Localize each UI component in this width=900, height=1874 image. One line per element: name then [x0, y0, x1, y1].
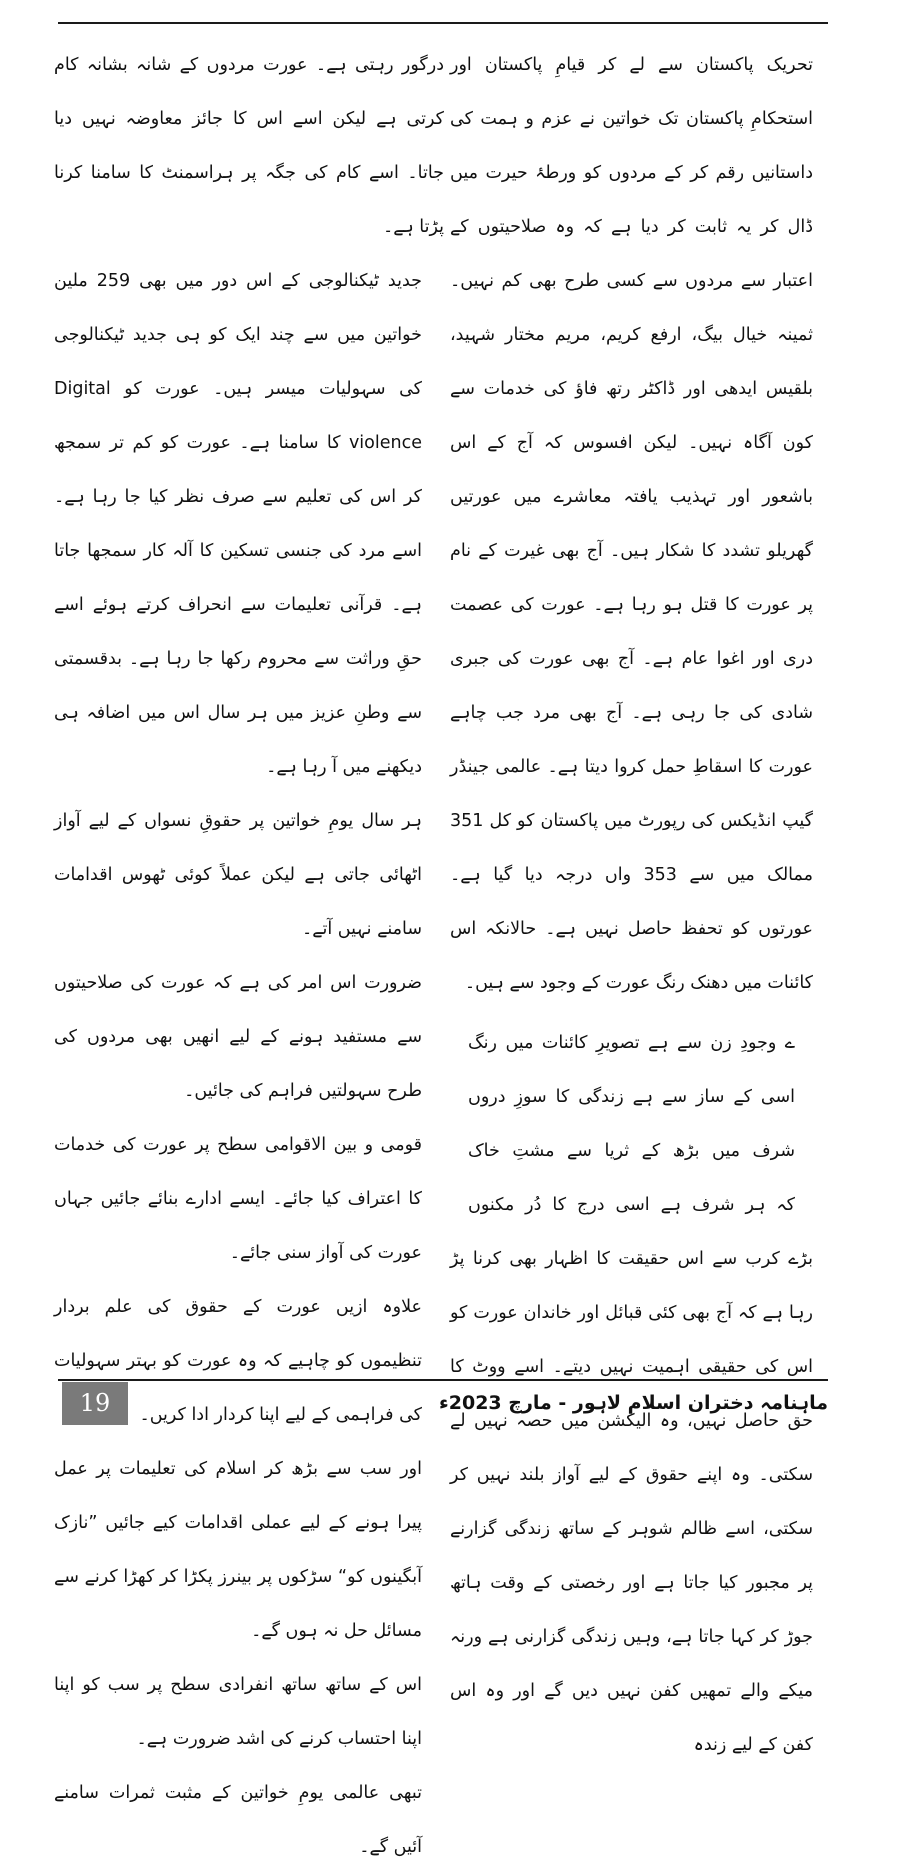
poem: [450, 1016, 835, 1232]
poem-line: کہ ہر شرف ہے اسی درج کا دُر مکنوں: [468, 1195, 795, 1215]
paragraph: اور سب سے بڑھ کر اسلام کی تعلیمات پر عمل پیرا ہونے کے لیے عملی اقدامات کیے جائیں ”نازک آبگینوں کو“ سڑکوں پر بینرز پکڑا کر کھڑا کرنے سے مسائل حل نہ ہوں گے۔: [54, 1459, 422, 1641]
paragraph: درگور رہتی ہے۔ عورت مردوں کے شانہ بشانہ کام کرتی ہے لیکن اسے اس کا جائز معاوضہ نہیں دیا جاتا۔ اسے کام کی جگہ پر ہراسمنٹ کا سامنا کرنا پڑتا ہے۔: [54, 55, 444, 237]
paragraph: ضرورت اس امر کی ہے کہ عورت کی صلاحیتوں سے مستفید ہونے کے لیے انھیں بھی مردوں کی طرح سہولتیں فراہم کی جائیں۔: [54, 973, 422, 1101]
paragraph: بڑے کرب سے اس حقیقت کا اظہار بھی کرنا پڑ رہا ہے کہ آج بھی کئی قبائل اور خاندان عورت کو اس کی حقیقی اہمیت نہیں دیتے۔ اسے ووٹ کا حق حاصل نہیں، وہ الیکشن میں حصہ نہیں لے سکتی۔ وہ اپنے حقوق کے لیے آواز بلند نہیں کر سکتی، اسے ظالم شوہر کے ساتھ زندگی گزارنے پر مجبور کیا جاتا ہے اور رخصتی کے وقت ہاتھ جوڑ کر کہا جاتا ہے، وہیں زندگی گزارنی ہے ورنہ میکے والے تمھیں کفن نہیں دیں گے اور وہ اس کفن کے لیے زندہ: [450, 1249, 813, 1755]
right-column: [450, 38, 835, 1772]
poem-line: شرف میں بڑھ کے ثریا سے مشتِ خاک: [468, 1141, 795, 1161]
paragraph: قومی و بین الاقوامی سطح پر عورت کی خدمات کا اعتراف کیا جائے۔ ایسے ادارے بنائے جائیں جہاں عورت کی آواز سنی جائے۔: [54, 1135, 422, 1263]
paragraph: تبھی عالمی یومِ خواتین کے مثبت ثمرات سامنے آئیں گے۔: [54, 1783, 422, 1857]
left-column: [54, 38, 444, 1874]
poem-line: ے وجودِ زن سے ہے تصویرِ کائنات میں رنگ: [468, 1033, 795, 1053]
paragraph: اس کے ساتھ ساتھ انفرادی سطح پر سب کو اپنا اپنا احتساب کرنے کی اشد ضرورت ہے۔: [54, 1675, 422, 1749]
poem-line: اسی کے ساز سے ہے زندگی کا سوزِ دروں: [468, 1087, 795, 1107]
bottom-rule: [58, 1379, 828, 1381]
top-rule: [58, 22, 828, 24]
page-number: 19: [62, 1382, 128, 1425]
paragraph: تحریک پاکستان سے لے کر قیامِ پاکستان اور استحکامِ پاکستان تک خواتین نے عزم و ہمت کی داستانیں رقم کر کے مردوں کو ورطۂ حیرت میں ڈال کر یہ ثابت کر دیا ہے کہ وہ صلاحیتوں کے اعتبار سے مردوں سے کسی طرح بھی کم نہیں۔ ثمینہ خیال بیگ، ارفع کریم، مریم مختار شہید، بلقیس ایدھی اور ڈاکٹر رتھ فاؤ کی خدمات سے کون آگاہ نہیں۔ لیکن افسوس کہ آج کے اس باشعور اور تہذیب یافتہ معاشرے میں عورتیں گھریلو تشدد کا شکار ہیں۔ آج بھی غیرت کے نام پر عورت کا قتل ہو رہا ہے۔ عورت کی عصمت دری اور اغوا عام ہے۔ آج بھی عورت کی جبری شادی کی جا رہی ہے۔ آج بھی مرد جب چاہے عورت کا اسقاطِ حمل کروا دیتا ہے۔ عالمی جینڈر گیپ انڈیکس کی رپورٹ میں پاکستان کو کل 351 ممالک میں سے 353 واں درجہ دیا گیا ہے۔ عورتوں کو تحفظ حاصل نہیں ہے۔ حالانکہ اس کائنات میں دھنک رنگ عورت کے وجود سے ہیں۔: [450, 55, 814, 993]
paragraph: ہر سال یومِ خواتین پر حقوقِ نسواں کے لیے آواز اٹھائی جاتی ہے لیکن عملاً کوئی ٹھوس اقدامات سامنے نہیں آتے۔: [54, 811, 422, 939]
paragraph: جدید ٹیکنالوجی کے اس دور میں بھی 259 ملین خواتین میں سے چند ایک کو ہی جدید ٹیکنالوجی کی سہولیات میسر ہیں۔ عورت کو Digital violence کا سامنا ہے۔ عورت کو کم تر سمجھ کر اس کی تعلیم سے صرف نظر کیا جا رہا ہے۔ اسے مرد کی جنسی تسکین کا آلہ کار سمجھا جاتا ہے۔ قرآنی تعلیمات سے انحراف کرتے ہوئے اسے حقِ وراثت سے محروم رکھا جا رہا ہے۔ بدقسمتی سے وطنِ عزیز میں ہر سال اس میں اضافہ ہی دیکھنے میں آ رہا ہے۔: [54, 271, 422, 777]
paragraph: علاوہ ازیں عورت کے حقوق کی علم بردار تنظیموں کو چاہیے کہ وہ عورت کو بہتر سہولیات کی فراہمی کے لیے اپنا کردار ادا کریں۔: [54, 1297, 422, 1425]
publication-title: ماہنامہ دختران اسلام لاہور - مارچ 2023ء: [439, 1392, 828, 1414]
